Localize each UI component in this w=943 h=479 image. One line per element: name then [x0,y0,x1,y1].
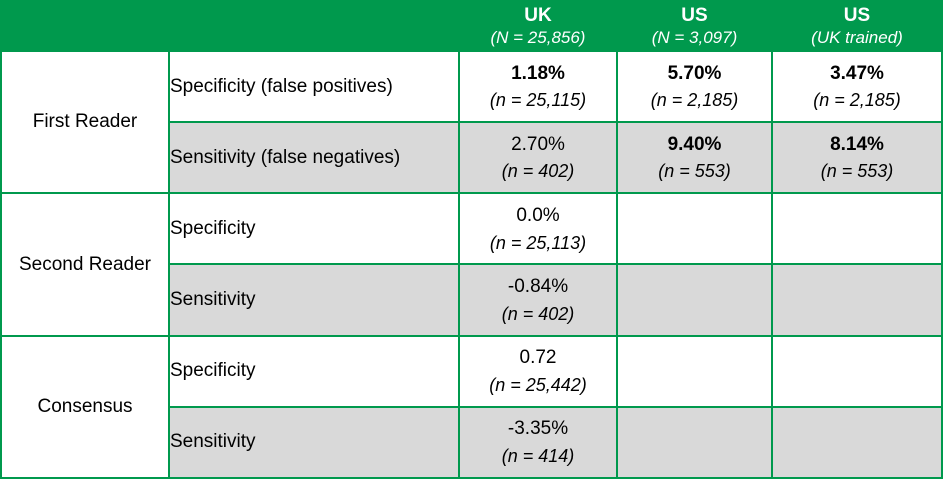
metric-label: Specificity [169,336,459,407]
header-cell-us [617,1,772,51]
metric-label: Sensitivity [169,407,459,478]
cell-us-uk-trained [772,264,942,335]
group-label-first-reader: First Reader [1,51,169,193]
metric-label: Sensitivity (false negatives) [169,122,459,193]
cell-sample-size: (n = 553) [658,161,731,182]
cell-value: 8.14% [830,133,884,155]
table-row [1,193,942,264]
cell-us [617,336,772,407]
group-label-consensus: Consensus [1,336,169,478]
cell-us [617,51,772,122]
header-cell-us-uk-trained [772,1,942,51]
header-us-uk-subtitle: (UK trained) [811,27,903,47]
cell-uk [459,122,617,193]
cell-value: 2.70% [511,133,565,155]
cell-value: -3.35% [507,418,569,440]
cell-us-uk-trained [772,122,942,193]
cell-value: 0.0% [516,204,560,226]
cell-sample-size: (n = 402) [501,303,575,324]
cell-value: 1.18% [511,62,565,84]
cell-us-uk-trained [772,407,942,478]
header-uk-subtitle: (N = 25,856) [490,27,586,47]
cell-value: 3.47% [830,62,884,84]
cell-uk [459,264,617,335]
cell-us-uk-trained [772,336,942,407]
cell-us [617,407,772,478]
cell-value: 9.40% [667,133,722,155]
cell-uk [459,336,617,407]
metric-label: Specificity (false positives) [169,51,459,122]
table-row [1,336,942,407]
cell-sample-size: (n = 402) [501,161,575,182]
cell-us-uk-trained [772,193,942,264]
cell-uk [459,193,617,264]
cell-sample-size: (n = 2,185) [813,90,901,111]
group-label-second-reader: Second Reader [1,193,169,335]
cell-sample-size: (n = 553) [820,161,894,182]
header-cell-group [1,1,169,51]
cell-sample-size: (n = 2,185) [650,90,739,111]
cell-value: 5.70% [667,62,722,84]
cell-sample-size: (n = 25,113) [489,232,587,253]
table-header [1,1,942,51]
metric-label: Sensitivity [169,264,459,335]
header-row [1,1,942,51]
cell-uk [459,51,617,122]
cell-us [617,193,772,264]
cell-us [617,122,772,193]
cell-sample-size: (n = 414) [501,446,575,467]
cell-us-uk-trained [772,51,942,122]
cell-value: 0.72 [519,347,557,369]
cell-uk [459,407,617,478]
header-cell-metric [169,1,459,51]
cell-us [617,264,772,335]
header-cell-uk [459,1,617,51]
cell-sample-size: (n = 25,442) [489,374,587,395]
table-body [1,51,942,478]
table-row [1,51,942,122]
header-us-title: US [681,4,708,26]
cell-sample-size: (n = 25,115) [489,90,587,111]
header-us-uk-title: US [843,4,871,26]
header-uk-title: UK [524,4,552,26]
cell-value: -0.84% [507,276,569,298]
header-us-subtitle: (N = 3,097) [651,27,738,47]
metric-label: Specificity [169,193,459,264]
